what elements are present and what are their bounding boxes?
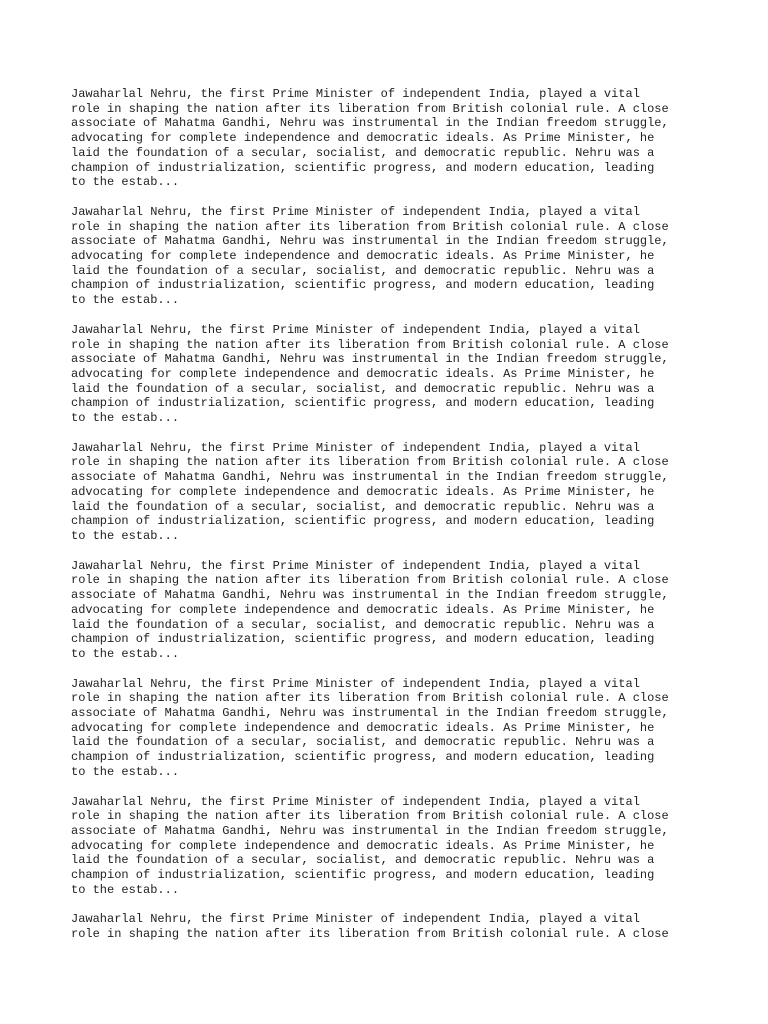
line: advocating for complete independence and democratic ideals. As Prime Minister, he [71, 131, 655, 146]
paragraph-4 [71, 441, 731, 544]
line: advocating for complete independence and democratic ideals. As Prime Minister, he [71, 602, 655, 617]
line: associate of Mahatma Gandhi, Nehru was instrumental in the Indian freedom struggle, [71, 706, 669, 721]
line: champion of industrialization, scientific progress, and modern education, leading [71, 750, 655, 765]
paragraph-1 [71, 87, 731, 190]
line: champion of industrialization, scientific progress, and modern education, leading [71, 514, 655, 529]
line: associate of Mahatma Gandhi, Nehru was instrumental in the Indian freedom struggle, [71, 352, 669, 367]
line: Jawaharlal Nehru, the first Prime Minister of independent India, played a vital [71, 912, 640, 927]
line: to the estab... [71, 646, 180, 661]
line: champion of industrialization, scientific progress, and modern education, leading [71, 278, 655, 293]
line: associate of Mahatma Gandhi, Nehru was instrumental in the Indian freedom struggle, [71, 470, 669, 485]
line: advocating for complete independence and democratic ideals. As Prime Minister, he [71, 838, 655, 853]
paragraph-7 [71, 795, 731, 898]
line: Jawaharlal Nehru, the first Prime Minister of independent India, played a vital [71, 322, 640, 337]
line: laid the foundation of a secular, socialist, and democratic republic. Nehru was a [71, 853, 655, 868]
line: champion of industrialization, scientific progress, and modern education, leading [71, 160, 655, 175]
line: to the estab... [71, 764, 180, 779]
line: role in shaping the nation after its liberation from British colonial rule. A close [71, 927, 669, 942]
paragraph-8 [71, 912, 731, 941]
paragraph-5 [71, 559, 731, 662]
line: laid the foundation of a secular, socialist, and democratic republic. Nehru was a [71, 499, 655, 514]
line: Jawaharlal Nehru, the first Prime Minister of independent India, played a vital [71, 87, 640, 101]
line: advocating for complete independence and democratic ideals. As Prime Minister, he [71, 720, 655, 735]
paragraph-3 [71, 323, 731, 426]
line: to the estab... [71, 411, 180, 426]
line: laid the foundation of a secular, socialist, and democratic republic. Nehru was a [71, 263, 655, 278]
line: role in shaping the nation after its liberation from British colonial rule. A close [71, 337, 669, 352]
document-body [71, 87, 731, 957]
line: role in shaping the nation after its liberation from British colonial rule. A close [71, 455, 669, 470]
line: Jawaharlal Nehru, the first Prime Minister of independent India, played a vital [71, 558, 640, 573]
line: advocating for complete independence and democratic ideals. As Prime Minister, he [71, 249, 655, 264]
line: to the estab... [71, 528, 180, 543]
line: champion of industrialization, scientific progress, and modern education, leading [71, 632, 655, 647]
line: associate of Mahatma Gandhi, Nehru was instrumental in the Indian freedom struggle, [71, 234, 669, 249]
line: to the estab... [71, 293, 180, 308]
line: role in shaping the nation after its liberation from British colonial rule. A close [71, 219, 669, 234]
line: Jawaharlal Nehru, the first Prime Minister of independent India, played a vital [71, 794, 640, 809]
line: advocating for complete independence and democratic ideals. As Prime Minister, he [71, 484, 655, 499]
line: associate of Mahatma Gandhi, Nehru was instrumental in the Indian freedom struggle, [71, 588, 669, 603]
line: role in shaping the nation after its liberation from British colonial rule. A close [71, 691, 669, 706]
line: advocating for complete independence and democratic ideals. As Prime Minister, he [71, 366, 655, 381]
line: champion of industrialization, scientific progress, and modern education, leading [71, 396, 655, 411]
line: associate of Mahatma Gandhi, Nehru was instrumental in the Indian freedom struggle, [71, 116, 669, 131]
paragraph-6 [71, 677, 731, 780]
line: laid the foundation of a secular, socialist, and democratic republic. Nehru was a [71, 381, 655, 396]
line: role in shaping the nation after its liberation from British colonial rule. A close [71, 809, 669, 824]
line: champion of industrialization, scientific progress, and modern education, leading [71, 868, 655, 883]
line: laid the foundation of a secular, socialist, and democratic republic. Nehru was a [71, 145, 655, 160]
line: Jawaharlal Nehru, the first Prime Minister of independent India, played a vital [71, 440, 640, 455]
line: Jawaharlal Nehru, the first Prime Minister of independent India, played a vital [71, 676, 640, 691]
line: role in shaping the nation after its liberation from British colonial rule. A close [71, 573, 669, 588]
paragraph-2 [71, 205, 731, 308]
line: associate of Mahatma Gandhi, Nehru was instrumental in the Indian freedom struggle, [71, 823, 669, 838]
line: role in shaping the nation after its liberation from British colonial rule. A close [71, 101, 669, 116]
line: to the estab... [71, 882, 180, 897]
line: laid the foundation of a secular, socialist, and democratic republic. Nehru was a [71, 735, 655, 750]
line: laid the foundation of a secular, socialist, and democratic republic. Nehru was a [71, 617, 655, 632]
line: Jawaharlal Nehru, the first Prime Minister of independent India, played a vital [71, 204, 640, 219]
line: to the estab... [71, 175, 180, 190]
